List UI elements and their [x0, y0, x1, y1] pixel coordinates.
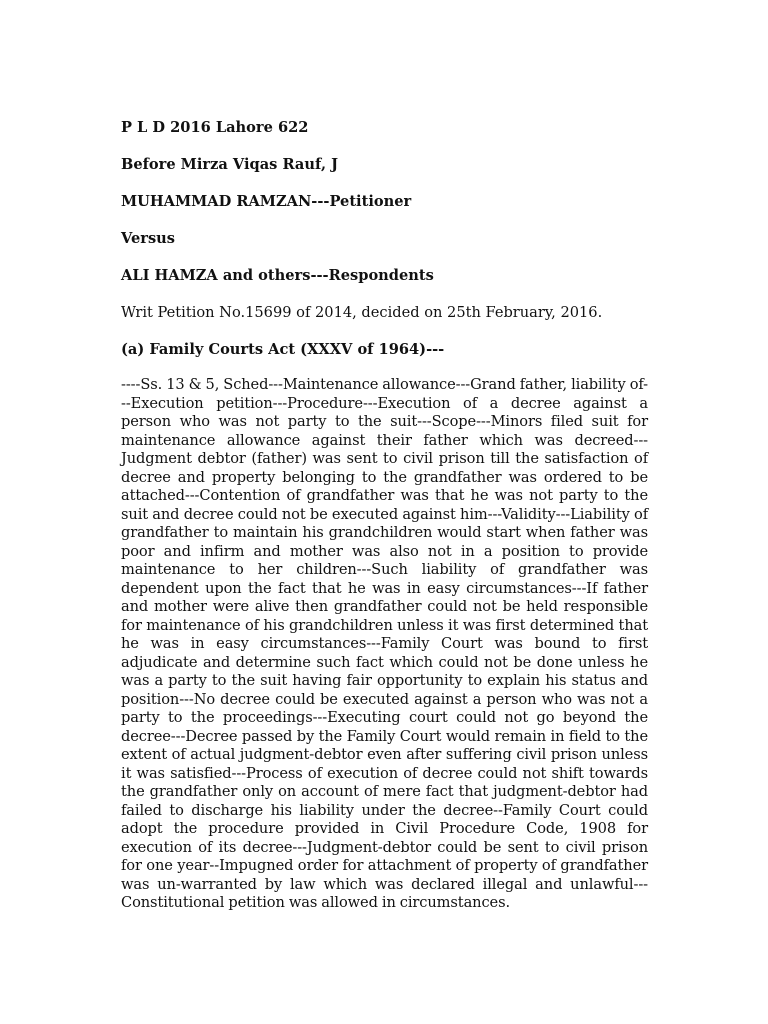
headnote-title: (a) Family Courts Act (XXXV of 1964)--- [121, 341, 445, 358]
citation: P L D 2016 Lahore 622 [121, 119, 309, 136]
case-info: Writ Petition No.15699 of 2014, decided on 25th February, 2016. [121, 304, 603, 321]
petitioner: MUHAMMAD RAMZAN---Petitioner [121, 193, 412, 210]
document-content [121, 118, 648, 913]
headnote-body: ----Ss. 13 & 5, Sched---Maintenance allowance---Grand father, liability of---Execution petition---Procedure---Execution of a decree against a person who was not party to the suit---Scope---Minors filed suit for maintenance allowance against their father which was decreed---Judgment debtor (father) was sent to civil prison till the satisfaction of decree and property belonging to the grandfather was ordered to be attached---Contention of grandfather was that he was not party to the suit and decree could not be executed against him---Validity---Liability of grandfather to maintain his grandchildren would start when father was poor and infirm and mother was also not in a position to provide maintenance to her children---Such liability of grandfather was dependent upon the fact that he was in easy circumstances---If father and mother were alive then grandfather could not be held responsible for maintenance of his grandchildren unless it was first determined that he was in easy circumstances---Family Court was bound to first adjudicate and determine such fact which could not be done unless he was a party to the suit having fair opportunity to explain his status and position---No decree could be executed against a person who was not a party to the proceedings---Executing court could not go beyond the decree---Decree passed by the Family Court would remain in field to the extent of actual judgment-debtor even after suffering civil prison unless it was satisfied---Process of execution of decree could not shift towards the grandfather only on account of mere fact that judgment-debtor had failed to discharge his liability under the decree--Family Court could adopt the procedure provided in Civil Procedure Code, 1908 for execution of its decree---Judgment-debtor could be sent to civil prison for one year--Impugned order for attachment of property of grandfather was un-warranted by law which was declared illegal and unlawful---Constitutional petition was allowed in circumstances. [121, 376, 649, 911]
versus: Versus [121, 230, 175, 247]
respondents: ALI HAMZA and others---Respondents [121, 267, 434, 284]
bench: Before Mirza Viqas Rauf, J [121, 156, 339, 173]
